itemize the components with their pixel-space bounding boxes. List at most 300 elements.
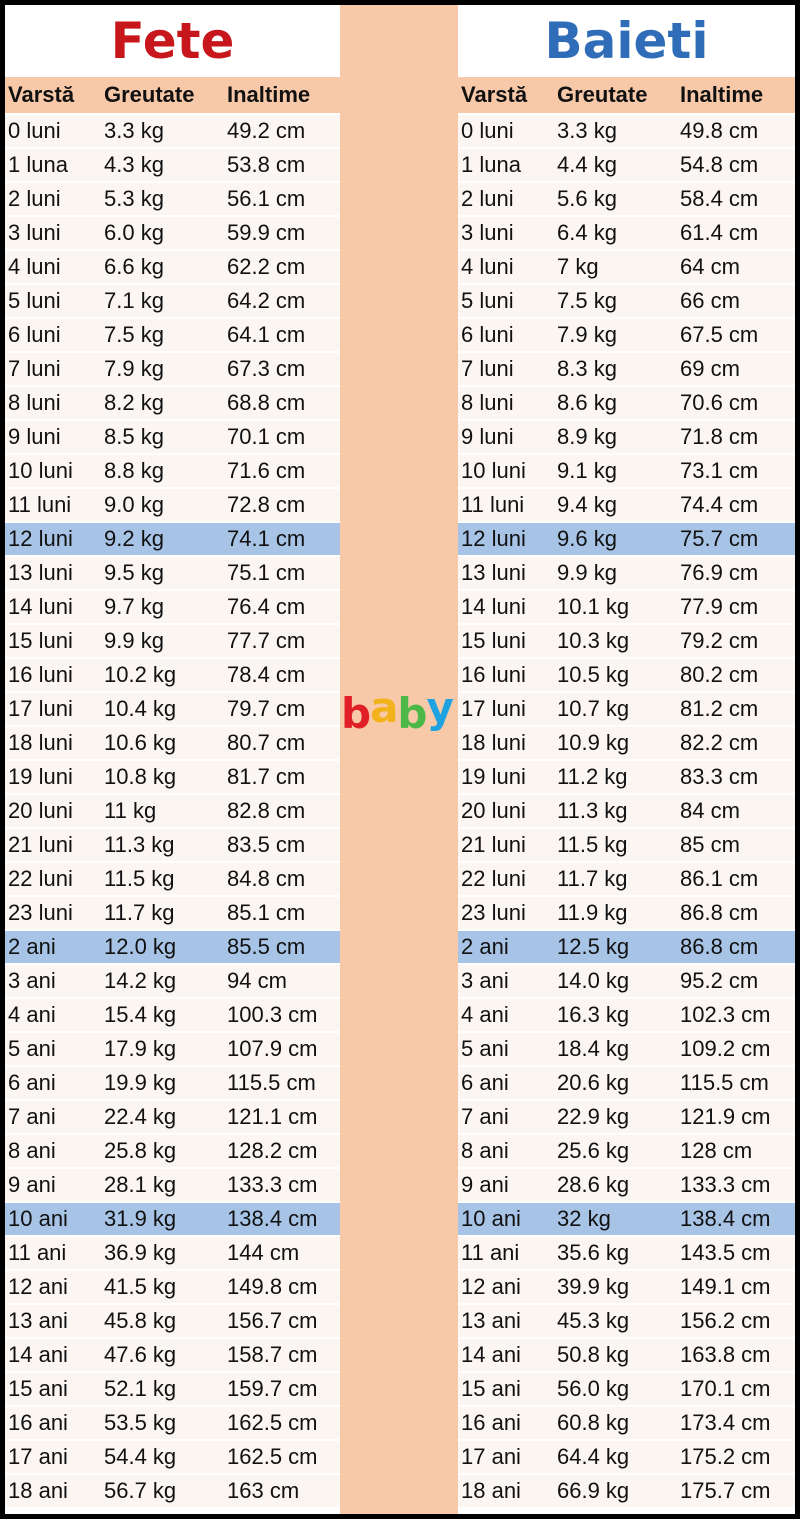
cell-weight: 9.1 kg [557,458,617,483]
cell-height: 77.9 cm [680,594,759,619]
table-row [458,251,795,283]
table-row [458,1339,795,1371]
cell-weight: 9.9 kg [104,628,164,653]
cell-age: 6 ani [8,1070,56,1095]
cell-weight: 64.4 kg [557,1444,630,1469]
cell-weight: 11.3 kg [557,798,628,823]
cell-weight: 9.0 kg [104,492,164,517]
boys-header-row [458,77,795,113]
cell-weight: 3.3 kg [557,118,617,143]
cell-age: 15 ani [461,1376,521,1401]
cell-height: 121.9 cm [680,1104,771,1129]
cell-age: 19 luni [8,764,73,789]
table-row [458,557,795,589]
table-row [458,455,795,487]
cell-age: 1 luna [8,152,68,177]
cell-height: 75.7 cm [680,526,759,551]
cell-height: 82.8 cm [227,798,306,823]
cell-age: 11 ani [461,1240,520,1265]
cell-age: 6 ani [461,1070,509,1095]
cell-height: 80.2 cm [680,662,759,687]
cell-weight: 47.6 kg [104,1342,177,1367]
table-row [458,761,795,793]
cell-age: 0 luni [461,118,514,143]
cell-weight: 25.8 kg [104,1138,177,1163]
table-row [458,149,795,181]
cell-weight: 5.6 kg [557,186,617,211]
cell-weight: 14.2 kg [104,968,177,993]
cell-weight: 12.5 kg [557,934,630,959]
table-row [458,523,795,555]
cell-height: 67.5 cm [680,322,759,347]
cell-weight: 17.9 kg [104,1036,177,1061]
cell-height: 71.6 cm [227,458,306,483]
cell-age: 9 ani [8,1172,56,1197]
cell-weight: 4.3 kg [104,152,164,177]
cell-age: 3 ani [461,968,509,993]
cell-height: 86.8 cm [680,900,759,925]
table-row [458,183,795,215]
cell-age: 4 luni [8,254,61,279]
cell-age: 16 luni [461,662,526,687]
cell-age: 6 luni [8,322,61,347]
table-row [5,795,340,827]
table-row [458,625,795,657]
cell-weight: 10.2 kg [104,662,177,687]
cell-height: 86.8 cm [680,934,759,959]
boys-header-weight: Greutate [557,82,648,107]
table-row [458,591,795,623]
table-row [458,693,795,725]
table-row [458,1169,795,1201]
cell-weight: 11.2 kg [557,764,628,789]
cell-height: 76.9 cm [680,560,759,585]
cell-height: 163.8 cm [680,1342,771,1367]
cell-weight: 10.8 kg [104,764,177,789]
table-row [458,489,795,521]
cell-weight: 41.5 kg [104,1274,177,1299]
cell-height: 162.5 cm [227,1444,318,1469]
cell-weight: 14.0 kg [557,968,630,993]
cell-weight: 45.8 kg [104,1308,177,1333]
cell-weight: 9.4 kg [557,492,617,517]
cell-height: 53.8 cm [227,152,306,177]
cell-weight: 5.3 kg [104,186,164,211]
cell-age: 1 luna [461,152,521,177]
cell-weight: 9.6 kg [557,526,617,551]
cell-height: 143.5 cm [680,1240,771,1265]
table-row [458,353,795,385]
cell-age: 20 luni [8,798,73,823]
cell-weight: 10.6 kg [104,730,177,755]
table-row [5,625,340,657]
table-row [458,727,795,759]
table-row [5,115,340,147]
cell-weight: 7.1 kg [104,288,164,313]
cell-age: 17 ani [8,1444,68,1469]
cell-age: 8 luni [461,390,514,415]
cell-weight: 7.9 kg [104,356,164,381]
cell-age: 9 luni [8,424,61,449]
cell-age: 21 luni [8,832,73,857]
cell-weight: 50.8 kg [557,1342,630,1367]
cell-age: 16 luni [8,662,73,687]
cell-age: 13 luni [461,560,526,585]
cell-age: 16 ani [461,1410,521,1435]
table-row [5,1373,340,1405]
cell-weight: 16.3 kg [557,1002,630,1027]
cell-weight: 53.5 kg [104,1410,177,1435]
cell-age: 17 luni [461,696,526,721]
cell-age: 14 ani [461,1342,521,1367]
table-row [458,999,795,1031]
cell-height: 74.1 cm [227,526,306,551]
table-row [5,1101,340,1133]
cell-height: 156.7 cm [227,1308,318,1333]
girls-panel [5,5,340,1509]
table-row [5,183,340,215]
table-row [5,965,340,997]
cell-weight: 7 kg [557,254,599,279]
cell-height: 121.1 cm [227,1104,318,1129]
cell-age: 4 ani [461,1002,509,1027]
cell-height: 79.7 cm [227,696,306,721]
table-row [458,659,795,691]
cell-height: 95.2 cm [680,968,759,993]
girls-header-age: Varstă [8,82,75,107]
cell-height: 82.2 cm [680,730,759,755]
cell-height: 115.5 cm [680,1070,769,1095]
table-row [5,1305,340,1337]
cell-height: 83.5 cm [227,832,306,857]
cell-weight: 11.5 kg [104,866,175,891]
table-row [458,1203,795,1235]
cell-height: 149.1 cm [680,1274,771,1299]
cell-weight: 18.4 kg [557,1036,630,1061]
cell-weight: 11 kg [104,798,157,823]
cell-weight: 6.6 kg [104,254,164,279]
table-row [5,1271,340,1303]
cell-height: 138.4 cm [227,1206,318,1231]
table-row [458,1033,795,1065]
table-row [5,1169,340,1201]
table-row [5,591,340,623]
cell-weight: 9.5 kg [104,560,164,585]
cell-height: 64.1 cm [227,322,306,347]
cell-age: 4 luni [461,254,514,279]
cell-weight: 4.4 kg [557,152,617,177]
cell-weight: 11.7 kg [104,900,175,925]
cell-age: 3 luni [8,220,61,245]
cell-age: 0 luni [8,118,61,143]
table-row [5,421,340,453]
cell-age: 9 ani [461,1172,509,1197]
cell-height: 128.2 cm [227,1138,318,1163]
cell-age: 19 luni [461,764,526,789]
table-row [458,1067,795,1099]
cell-age: 20 luni [461,798,526,823]
cell-age: 7 ani [8,1104,56,1129]
cell-height: 84 cm [680,798,740,823]
cell-age: 18 ani [8,1478,68,1503]
cell-height: 175.2 cm [680,1444,771,1469]
table-row [5,727,340,759]
boys-table-body [458,113,795,1507]
cell-age: 8 ani [461,1138,509,1163]
cell-age: 2 luni [8,186,61,211]
cell-height: 70.6 cm [680,390,759,415]
cell-weight: 32 kg [557,1206,611,1231]
table-row [5,1067,340,1099]
cell-height: 162.5 cm [227,1410,318,1435]
cell-height: 128 cm [680,1138,753,1163]
cell-age: 2 ani [8,934,56,959]
baby-logo [341,683,461,738]
cell-weight: 9.7 kg [104,594,164,619]
cell-height: 81.7 cm [227,764,306,789]
girls-header-row [5,77,340,113]
cell-weight: 22.9 kg [557,1104,630,1129]
table-row [5,1135,340,1167]
cell-age: 17 luni [8,696,73,721]
cell-weight: 8.6 kg [557,390,617,415]
cell-age: 12 ani [8,1274,68,1299]
cell-age: 10 ani [461,1206,521,1231]
boys-header-height: Inaltime [680,82,764,107]
cell-height: 64 cm [680,254,740,279]
cell-height: 49.8 cm [680,118,759,143]
table-row [5,1339,340,1371]
cell-height: 73.1 cm [680,458,759,483]
cell-height: 69 cm [680,356,740,381]
table-row [5,1407,340,1439]
table-row [458,1271,795,1303]
cell-age: 3 ani [8,968,56,993]
table-row [458,897,795,929]
cell-weight: 11.9 kg [557,900,628,925]
logo-letter: a [370,683,398,732]
cell-age: 8 ani [8,1138,56,1163]
cell-weight: 10.1 kg [557,594,630,619]
cell-weight: 8.3 kg [557,356,617,381]
cell-weight: 8.8 kg [104,458,164,483]
cell-age: 5 luni [8,288,61,313]
cell-age: 12 ani [461,1274,521,1299]
cell-height: 49.2 cm [227,118,306,143]
logo-letter: y [426,683,453,732]
cell-height: 77.7 cm [227,628,306,653]
cell-height: 175.7 cm [680,1478,771,1503]
cell-height: 62.2 cm [227,254,306,279]
table-row [458,1475,795,1507]
table-row [458,965,795,997]
cell-age: 15 luni [8,628,73,653]
cell-height: 156.2 cm [680,1308,771,1333]
cell-weight: 66.9 kg [557,1478,630,1503]
table-row [458,421,795,453]
cell-weight: 11.7 kg [557,866,628,891]
cell-weight: 28.6 kg [557,1172,630,1197]
table-row [5,1237,340,1269]
cell-height: 115.5 cm [227,1070,316,1095]
cell-height: 71.8 cm [680,424,759,449]
cell-weight: 10.7 kg [557,696,630,721]
cell-weight: 10.5 kg [557,662,630,687]
table-row [458,387,795,419]
table-row [5,659,340,691]
cell-weight: 52.1 kg [104,1376,177,1401]
table-row [5,999,340,1031]
cell-weight: 6.4 kg [557,220,617,245]
cell-age: 5 ani [8,1036,56,1061]
cell-height: 107.9 cm [227,1036,318,1061]
table-row [5,1203,340,1235]
table-row [5,1033,340,1065]
cell-age: 12 luni [461,526,526,551]
cell-age: 10 luni [461,458,526,483]
cell-age: 7 ani [461,1104,509,1129]
cell-height: 75.1 cm [227,560,306,585]
cell-age: 6 luni [461,322,514,347]
cell-height: 158.7 cm [227,1342,318,1367]
table-row [5,761,340,793]
table-row [458,1407,795,1439]
cell-age: 9 luni [461,424,514,449]
cell-weight: 54.4 kg [104,1444,177,1469]
table-row [5,523,340,555]
cell-age: 18 ani [461,1478,521,1503]
cell-height: 85.5 cm [227,934,306,959]
cell-weight: 3.3 kg [104,118,164,143]
table-row [458,1135,795,1167]
cell-height: 94 cm [227,968,287,993]
cell-age: 13 ani [461,1308,521,1333]
cell-age: 3 luni [461,220,514,245]
cell-height: 170.1 cm [680,1376,771,1401]
logo-letter: b [397,689,427,738]
cell-weight: 36.9 kg [104,1240,177,1265]
cell-age: 7 luni [8,356,61,381]
cell-age: 17 ani [461,1444,521,1469]
cell-age: 16 ani [8,1410,68,1435]
logo-letter: b [341,689,371,738]
cell-age: 8 luni [8,390,61,415]
table-row [458,863,795,895]
cell-weight: 7.9 kg [557,322,617,347]
cell-weight: 20.6 kg [557,1070,630,1095]
cell-height: 66 cm [680,288,740,313]
cell-height: 80.7 cm [227,730,306,755]
cell-height: 67.3 cm [227,356,306,381]
cell-weight: 15.4 kg [104,1002,177,1027]
cell-height: 61.4 cm [680,220,759,245]
cell-age: 2 luni [461,186,514,211]
table-row [458,795,795,827]
cell-age: 13 luni [8,560,73,585]
cell-age: 21 luni [461,832,526,857]
table-row [5,557,340,589]
table-row [5,829,340,861]
cell-height: 102.3 cm [680,1002,771,1027]
table-row [458,931,795,963]
cell-weight: 10.9 kg [557,730,630,755]
cell-height: 144 cm [227,1240,300,1265]
cell-age: 18 luni [461,730,526,755]
cell-height: 109.2 cm [680,1036,771,1061]
cell-weight: 35.6 kg [557,1240,630,1265]
boys-panel [458,5,795,1509]
cell-height: 59.9 cm [227,220,306,245]
cell-age: 22 luni [8,866,73,891]
cell-height: 85.1 cm [227,900,306,925]
cell-age: 22 luni [461,866,526,891]
table-row [5,149,340,181]
table-row [458,115,795,147]
boys-header-age: Varstă [461,82,528,107]
cell-height: 68.8 cm [227,390,306,415]
cell-weight: 6.0 kg [104,220,164,245]
cell-weight: 7.5 kg [104,322,164,347]
cell-height: 159.7 cm [227,1376,318,1401]
table-row [5,489,340,521]
cell-height: 56.1 cm [227,186,306,211]
cell-weight: 19.9 kg [104,1070,177,1095]
table-row [5,387,340,419]
cell-height: 79.2 cm [680,628,759,653]
girls-title: Fete [110,12,235,70]
cell-weight: 25.6 kg [557,1138,630,1163]
table-row [458,1101,795,1133]
cell-height: 70.1 cm [227,424,306,449]
cell-weight: 28.1 kg [104,1172,177,1197]
cell-weight: 31.9 kg [104,1206,177,1231]
cell-age: 11 ani [8,1240,67,1265]
table-row [5,251,340,283]
table-row [458,319,795,351]
girls-header-weight: Greutate [104,82,195,107]
cell-age: 12 luni [8,526,73,551]
cell-weight: 8.2 kg [104,390,164,415]
girls-table-body [5,113,340,1507]
table-row [5,1441,340,1473]
cell-weight: 39.9 kg [557,1274,630,1299]
cell-age: 23 luni [8,900,73,925]
girls-header-height: Inaltime [227,82,311,107]
cell-height: 133.3 cm [680,1172,771,1197]
cell-weight: 56.0 kg [557,1376,630,1401]
table-row [5,285,340,317]
cell-weight: 45.3 kg [557,1308,630,1333]
cell-age: 7 luni [461,356,514,381]
cell-age: 5 luni [461,288,514,313]
cell-height: 78.4 cm [227,662,306,687]
cell-height: 138.4 cm [680,1206,771,1231]
table-row [5,217,340,249]
cell-age: 11 luni [461,492,525,517]
table-row [5,931,340,963]
cell-height: 81.2 cm [680,696,759,721]
cell-weight: 10.4 kg [104,696,177,721]
cell-height: 76.4 cm [227,594,306,619]
center-divider-column [340,5,458,1514]
table-row [458,217,795,249]
table-row [458,1237,795,1269]
cell-age: 5 ani [461,1036,509,1061]
table-row [5,353,340,385]
cell-height: 100.3 cm [227,1002,318,1027]
cell-weight: 8.5 kg [104,424,164,449]
cell-age: 2 ani [461,934,509,959]
